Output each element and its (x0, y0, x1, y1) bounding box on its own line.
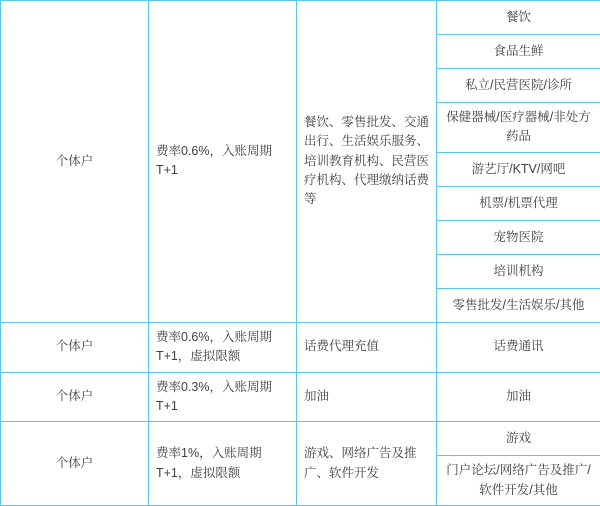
category-cell: 私立/民营医院/诊所 (437, 69, 600, 103)
rate-cell: 费率0.3%，入账周期T+1 (149, 372, 297, 422)
rate-cell: 费率1%，入账周期T+1，虚拟限额 (149, 422, 297, 506)
category-cell: 食品生鲜 (437, 35, 600, 69)
business-scope-cell: 加油 (297, 372, 437, 422)
category-cell: 餐饮 (437, 1, 600, 35)
table-row (1, 322, 600, 372)
category-cell: 零售批发/生活娱乐/其他 (437, 288, 600, 322)
table-row (1, 422, 600, 456)
category-cell: 游艺厅/KTV/网吧 (437, 152, 600, 186)
category-cell: 门户论坛/网络广告及推广/软件开发/其他 (437, 456, 600, 506)
merchant-type-cell: 个体户 (1, 1, 149, 323)
business-scope-cell: 游戏、网络广告及推广、软件开发 (297, 422, 437, 506)
table-row (1, 1, 600, 35)
rate-cell: 费率0.6%，入账周期T+1 (149, 1, 297, 323)
table-row (1, 372, 600, 422)
merchant-type-cell: 个体户 (1, 422, 149, 506)
merchant-type-cell: 个体户 (1, 372, 149, 422)
business-scope-cell: 话费代理充值 (297, 322, 437, 372)
category-cell: 培训机构 (437, 254, 600, 288)
category-cell: 游戏 (437, 422, 600, 456)
merchant-type-cell: 个体户 (1, 322, 149, 372)
rate-cell: 费率0.6%，入账周期T+1，虚拟限额 (149, 322, 297, 372)
business-scope-cell: 餐饮、零售批发、交通出行、生活娱乐服务、培训教育机构、民营医疗机构、代理缴纳话费等 (297, 1, 437, 323)
category-cell: 加油 (437, 372, 600, 422)
category-cell: 保健器械/医疗器械/非处方药品 (437, 103, 600, 153)
category-cell: 机票/机票代理 (437, 186, 600, 220)
category-cell: 宠物医院 (437, 220, 600, 254)
category-cell: 话费通讯 (437, 322, 600, 372)
